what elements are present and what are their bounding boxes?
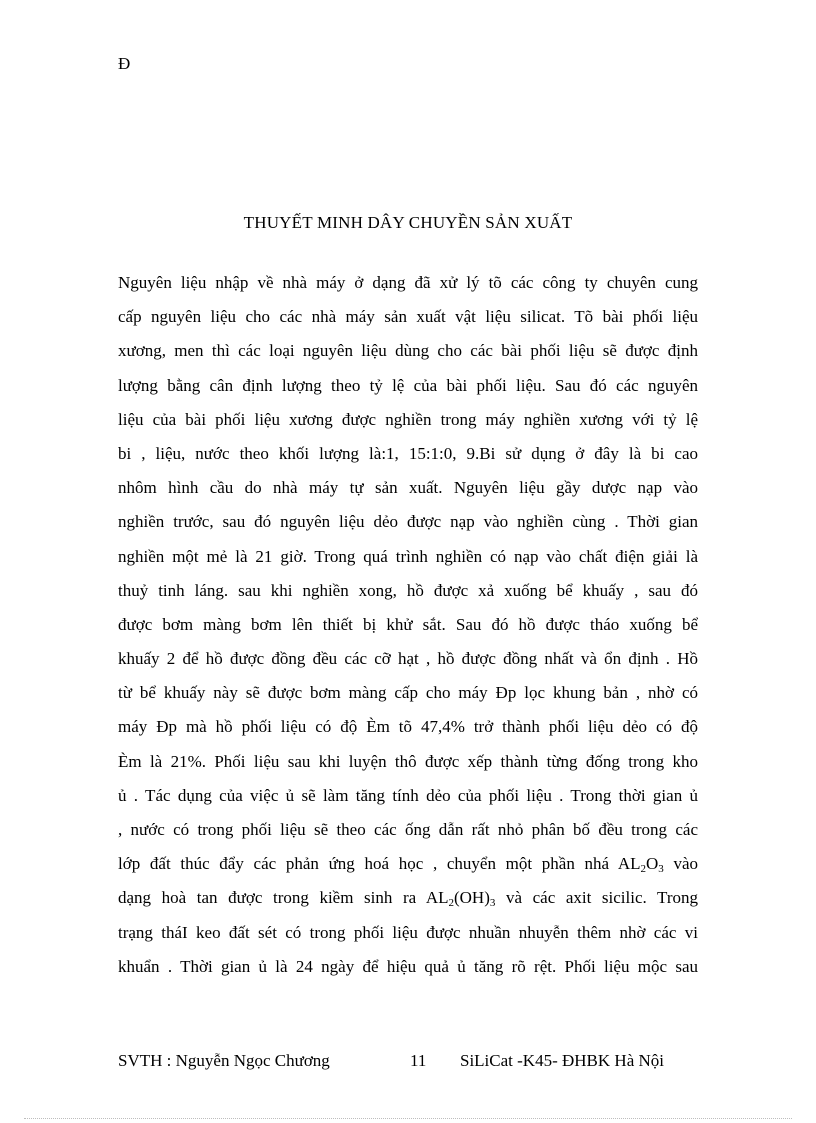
body-text <box>118 270 698 988</box>
body-line: Nguyên liệu nhập về nhà máy ở dạng đã xử lý tõ các công ty chuyên cung <box>118 273 698 292</box>
body-line: liệu của bài phối liệu xương được nghiền trong máy nghiền xương với tỷ lệ <box>118 409 698 429</box>
line-text: vào <box>663 854 698 874</box>
page-divider <box>24 1118 792 1119</box>
body-line: cấp nguyên liệu cho các nhà máy sản xuất vật liệu silicat. Tõ bài phối liệu <box>118 307 698 327</box>
subscript: 3 <box>658 863 664 876</box>
line-text: lớp đất thúc đẩy các phản ứng hoá học , chuyển một phần nhá AL <box>118 854 641 874</box>
footer-page-number: 11 <box>410 1051 427 1070</box>
body-line: máy Đp mà hồ phối liệu có độ Èm tõ 47,4% trở thành phối liệu dẻo có độ <box>118 717 698 737</box>
body-line-chemical-formula-al2oh3 <box>118 885 698 919</box>
subscript: 3 <box>489 897 496 910</box>
subscript: 2 <box>448 897 454 910</box>
body-line: khuẩn . Thời gian ủ là 24 ngày để hiệu quả ủ tăng rõ rệt. Phối liệu mộc sau <box>118 956 698 976</box>
body-line: thuỷ tinh láng. sau khi nghiền xong, hồ được xả xuống bể khuấy , sau đó <box>118 580 698 600</box>
body-line: xương, men thì các loại nguyên liệu dùng cho các bài phối liệu sẽ được định <box>118 341 698 361</box>
body-line-chemical-formula-al2o3 <box>118 851 698 885</box>
body-line: từ bể khuấy này sẽ được bơm màng cấp cho máy Đp lọc khung bản , nhờ có <box>118 683 698 703</box>
line-text: và các axit sicilic. Trong <box>495 888 698 908</box>
body-line: được bơm màng bơm lên thiết bị khử sắt. Sau đó hồ được tháo xuống bể <box>118 614 698 634</box>
line-text: O <box>645 854 659 874</box>
line-text: dạng hoà tan được trong kiềm sinh ra AL <box>118 888 449 908</box>
header-mark: Đ <box>118 54 131 73</box>
body-line: ủ . Tác dụng của việc ủ sẽ làm tăng tính dẻo của phối liệu . Trong thời gian ủ <box>118 785 698 805</box>
body-line: khuấy 2 để hồ được đồng đều các cỡ hạt , hồ được đồng nhất và ổn định . Hồ <box>118 649 698 669</box>
body-line: Èm là 21%. Phối liệu sau khi luyện thô được xếp thành từng đống trong kho <box>118 751 698 771</box>
body-line: nghiền trước, sau đó nguyên liệu dẻo được nạp vào nghiền cùng . Thời gian <box>118 512 698 532</box>
footer-author: SVTH : Nguyễn Ngọc Chương <box>118 1051 330 1070</box>
body-line: nghiền một mẻ là 21 giờ. Trong quá trình nghiền có nạp vào chất điện giải là <box>118 546 698 566</box>
line-text: (OH) <box>453 888 490 908</box>
document-title: THUYẾT MINH DÂY CHUYỀN SẢN XUẤT <box>243 213 573 232</box>
body-line: nhôm hình cầu do nhà máy tự sản xuất. Nguyên liệu gầy dược nạp vào <box>118 478 698 498</box>
body-line: lượng bằng cân định lượng theo tỷ lệ của bài phối liệu. Sau đó các nguyên <box>118 375 698 395</box>
body-line: trạng tháI keo đất sét có trong phối liệu được nhuần nhuyễn thêm nhờ các vi <box>118 922 698 942</box>
body-line: bi , liệu, nước theo khối lượng là:1, 15:1:0, 9.Bi sử dụng ở đây là bi cao <box>118 443 698 463</box>
footer-course: SiLiCat -K45- ĐHBK Hà Nội <box>460 1051 664 1070</box>
subscript: 2 <box>640 863 646 876</box>
body-line: , nước có trong phối liệu sẽ theo các ống dẫn rất nhỏ phân bố đều trong các <box>118 820 698 839</box>
